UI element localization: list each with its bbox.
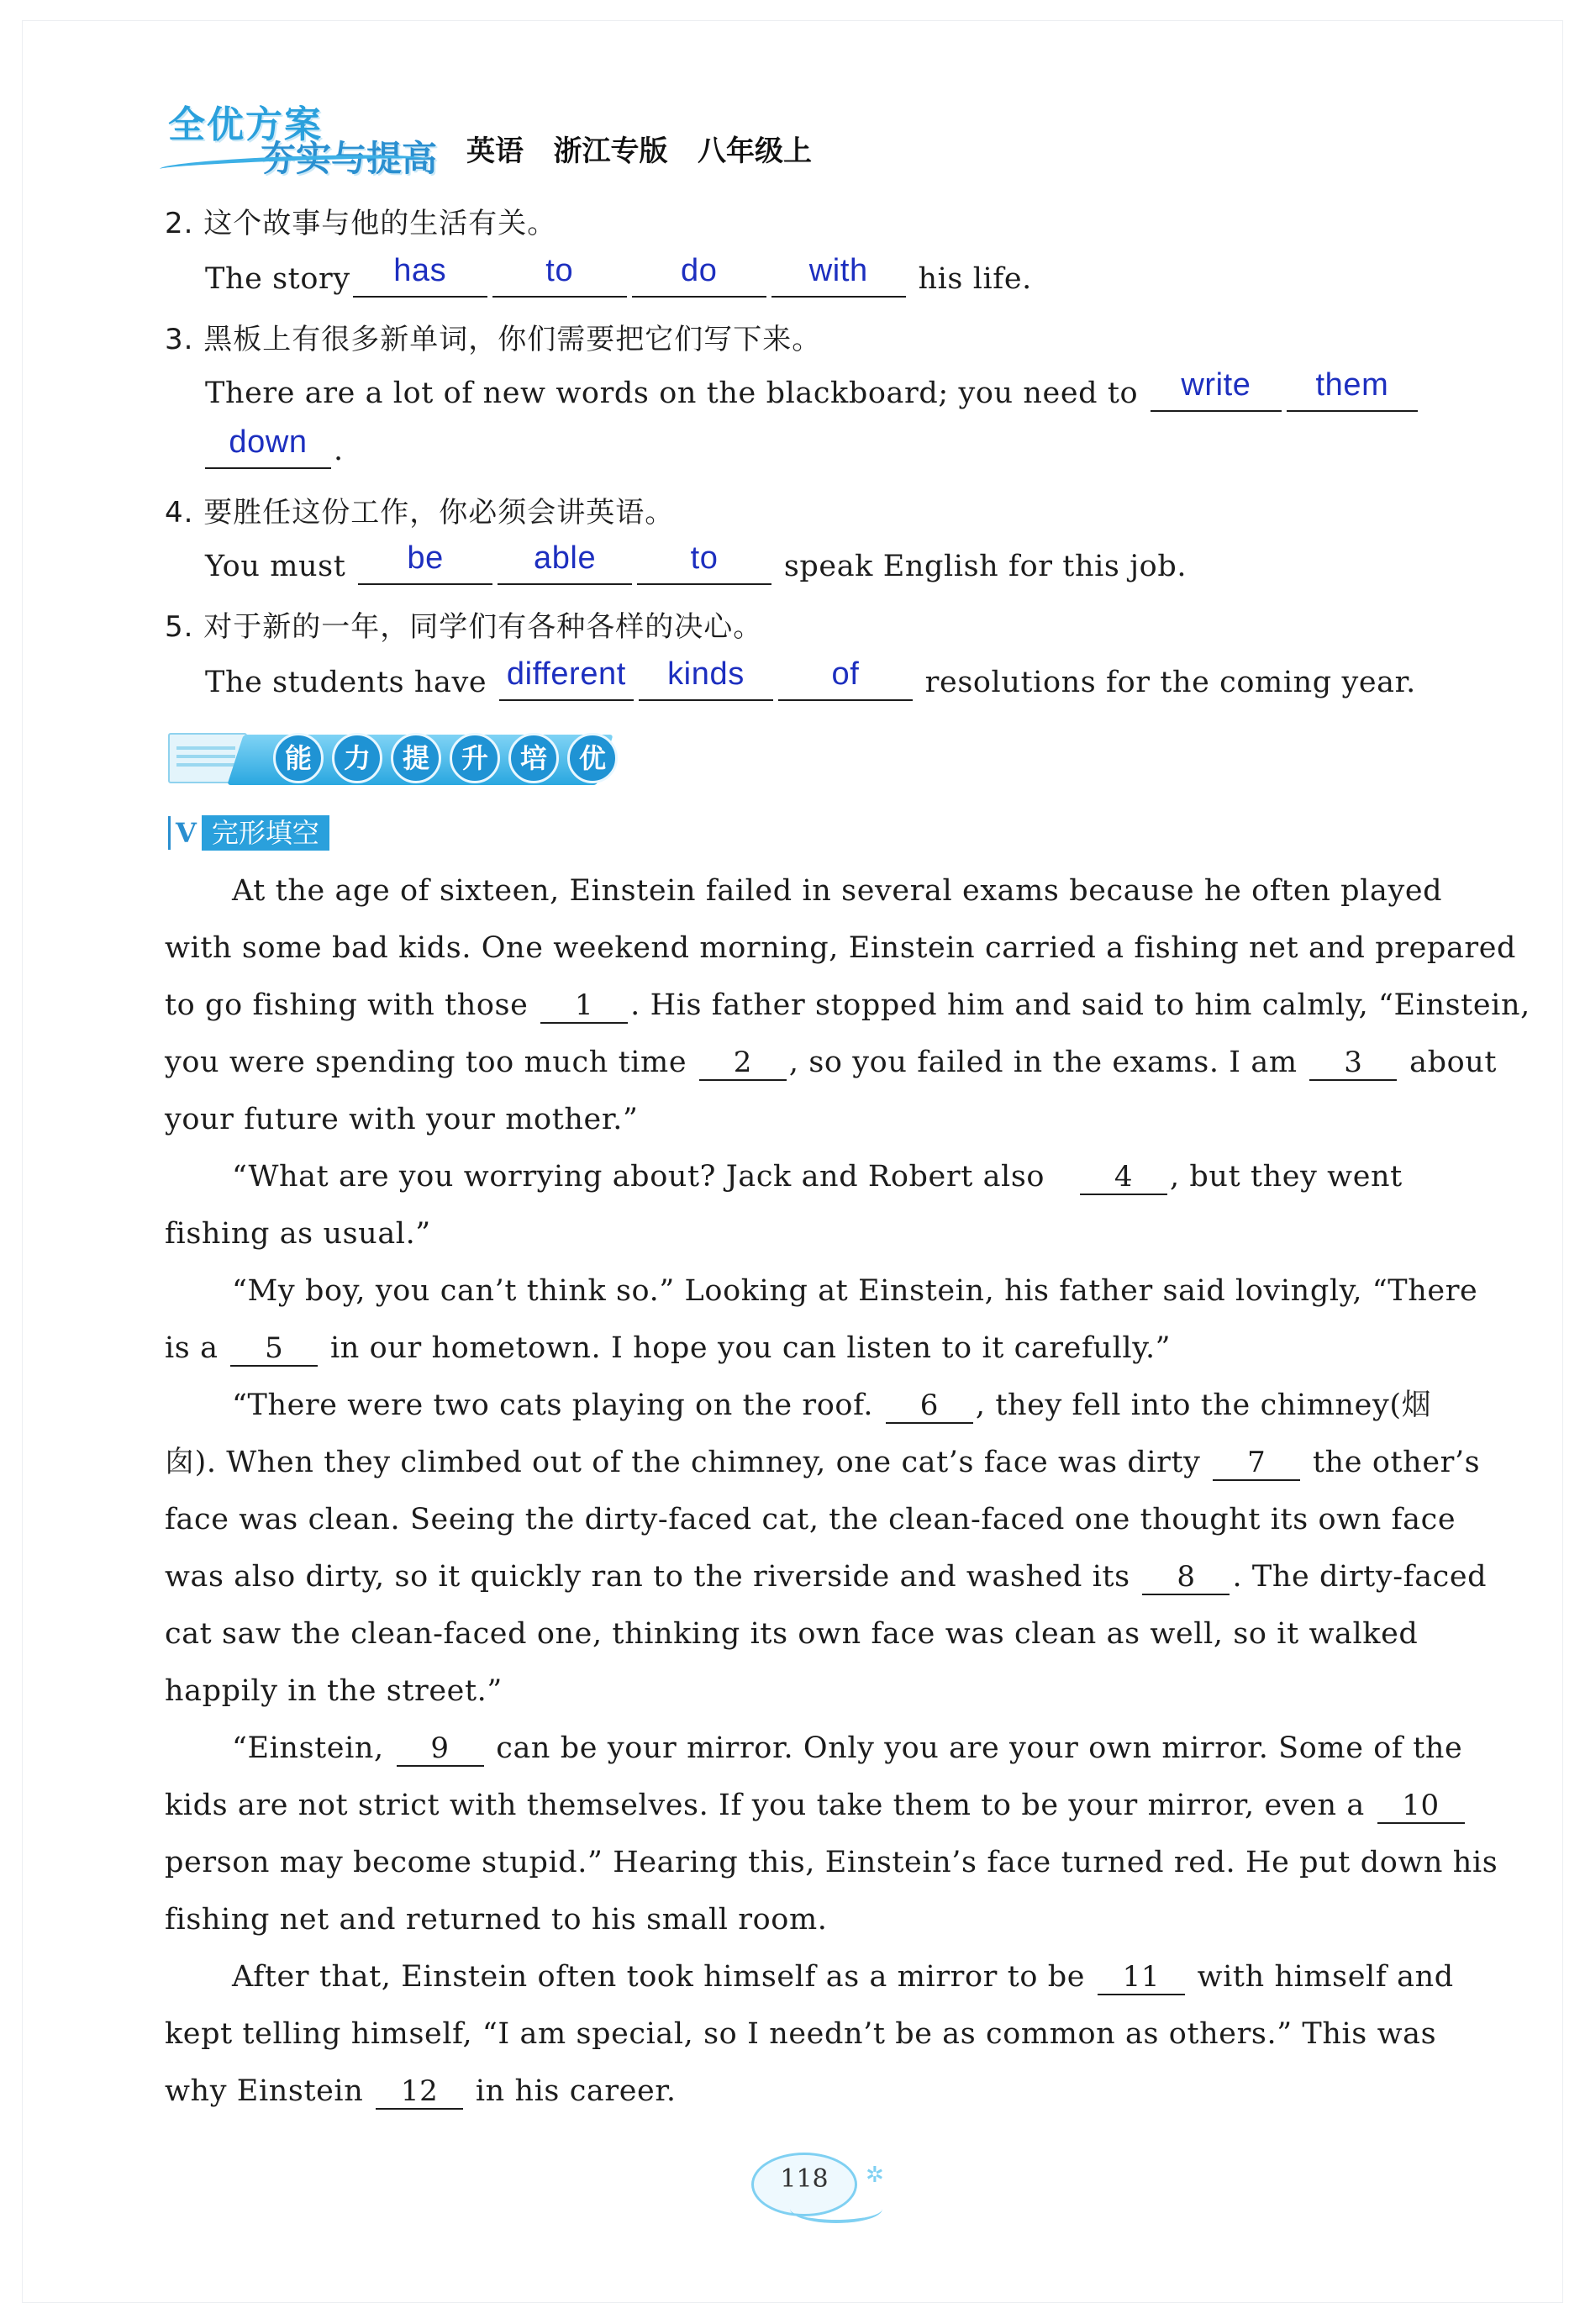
answer-blank [637,540,771,585]
blank-number: 11 [1122,1960,1161,1994]
logo-subtitle: 夯实与提高 [261,138,438,179]
passage-text: kids are not strict with themselves. If you take them to be your mirror, even a [165,1789,1375,1822]
passage-line [232,1387,1432,1424]
exercise-5-english [205,656,1416,701]
passage-line [165,1101,639,1138]
passage-line [165,1444,1481,1481]
passage-text: why Einstein [165,2074,374,2108]
passage-line [165,1558,1488,1595]
passage-line [165,1844,1498,1881]
passage-text: kept telling himself, “I am special, so I needn’t be as common as others.” This was [165,2017,1437,2051]
page-footer [740,2147,908,2223]
answer-text: do [681,253,718,288]
exercise-2-text-before: The story [205,262,350,296]
exercise-4-english [205,540,1187,585]
answer-text: be [407,540,444,576]
cloze-blank-10 [1377,1789,1465,1824]
passage-line [165,2073,677,2110]
passage-line [232,1730,1463,1767]
decorative-swirl [790,2195,882,2223]
banner-char: 力 [332,733,382,783]
exercise-5-text-before: The students have [205,666,487,699]
answer-text: different [506,656,626,692]
passage-text: about [1399,1046,1498,1079]
cloze-blank-3 [1309,1046,1397,1081]
cloze-blank-1 [540,988,628,1024]
passage-line [165,2016,1437,2053]
passage-text: , but they went [1169,1160,1403,1194]
cloze-blank-11 [1098,1960,1185,1995]
answer-blank [358,540,492,585]
exercise-3-chinese: 3. 黑板上有很多新单词，你们需要把它们写下来。 [165,323,822,356]
blank-number: 10 [1402,1789,1440,1822]
answer-text: able [533,540,597,576]
passage-text: you were spending too much time [165,1046,697,1079]
passage-line [165,1787,1440,1824]
cloze-blank-8 [1142,1560,1230,1595]
passage-text: with himself and [1187,1960,1454,1994]
answer-blank [1151,367,1282,412]
exercise-2-text-after: his life. [918,262,1032,296]
cloze-blank-5 [230,1331,318,1367]
passage-text: , so you failed in the exams. I am [788,1046,1308,1079]
passage-text: can be your mirror. Only you are your own mirror. Some of the [486,1731,1463,1765]
exercise-4-chinese: 4. 要胜任这份工作，你必须会讲英语。 [165,496,675,530]
passage-text: fishing as usual.” [165,1217,431,1251]
passage-text: person may become stupid.” Hearing this, Einstein’s face turned red. He put down his [165,1846,1498,1879]
passage-text: “What are you worrying about? Jack and Robert also [232,1160,1055,1194]
answer-blank [499,656,634,701]
page-number: 118 [780,2164,829,2194]
blank-number: 8 [1177,1560,1196,1594]
cloze-blank-4 [1080,1160,1167,1195]
answer-text: has [393,253,447,288]
exercise-3-english-cont [205,424,344,469]
passage-text: your future with your mother.” [165,1103,639,1136]
answer-text: of [831,656,860,692]
cloze-blank-12 [376,2074,463,2110]
section-banner [168,725,605,792]
answer-text: kinds [667,656,745,692]
passage-line [165,1673,503,1710]
banner-char: 培 [508,733,559,783]
passage-text: “My boy, you can’t think so.” Looking at Einstein, his father said lovingly, “There [232,1274,1478,1308]
passage-text: was also dirty, so it quickly ran to the riverside and washed its [165,1560,1140,1594]
passage-text: After that, Einstein often took himself as a mirror to be [232,1960,1095,1994]
passage-text: cat saw the clean-faced one, thinking its own face was clean as well, so it walked [165,1617,1419,1651]
banner-char: 升 [450,733,500,783]
blank-number: 3 [1344,1046,1363,1079]
exercise-3-english [205,367,1420,412]
cloze-heading [168,814,329,852]
answer-text: to [690,540,719,576]
answer-blank [492,253,627,298]
exercise-4-text-after: speak English for this job. [783,550,1187,583]
answer-blank [353,253,487,298]
banner-char: 能 [273,733,324,783]
cloze-blank-7 [1213,1446,1300,1481]
blank-number: 5 [265,1331,284,1365]
passage-text: in his career. [466,2074,677,2108]
passage-text: “Einstein, [232,1731,394,1765]
passage-line [232,1958,1454,1995]
passage-line [165,1615,1425,1652]
passage-text: , they fell into the chimney(烟 [975,1389,1432,1422]
blank-number: 9 [430,1731,450,1765]
answer-text: down [229,424,308,460]
cloze-blank-2 [699,1046,787,1081]
passage-text: is a [165,1331,229,1365]
blank-number: 2 [733,1046,752,1079]
passage-line [165,1215,431,1252]
page-header [160,91,1000,183]
exercise-3-text-before: There are a lot of new words on the blackboard; you need to [205,377,1139,410]
sparkle-icon: ✲ [866,2163,884,2188]
exercise-2-english [205,253,1032,298]
passage-text: 囱). When they climbed out of the chimney, one cat’s face was dirty [165,1446,1211,1479]
exercise-5-text-after: resolutions for the coming year. [924,666,1416,699]
passage-text: “There were two cats playing on the roof. [232,1389,883,1422]
passage-line [165,987,1530,1024]
section-number: V [168,816,202,850]
blank-number: 12 [400,2074,439,2108]
header-title: 英语 浙江专版 八年级上 [466,134,813,168]
passage-line [165,1044,1498,1081]
answer-blank [498,540,632,585]
answer-text: them [1315,367,1389,403]
passage-text: with some bad kids. One weekend morning, Einstein carried a fishing net and prepared [165,931,1517,965]
passage-line [232,1273,1478,1310]
banner-title [273,733,618,783]
blank-number: 1 [575,988,594,1022]
passage-text: happily in the street.” [165,1674,503,1708]
answer-blank [1287,367,1418,412]
passage-text: to go fishing with those [165,988,539,1022]
exercise-5-chinese: 5. 对于新的一年，同学们有各种各样的决心。 [165,610,763,644]
passage-line [165,1501,1456,1538]
answer-blank [205,424,331,469]
blank-number: 7 [1247,1446,1266,1479]
answer-blank [778,656,913,701]
exercise-3-text-after: . [334,434,344,467]
passage-text: fishing net and returned to his small room. [165,1903,828,1937]
exercise-4-text-before: You must [205,550,346,583]
blank-number: 4 [1114,1160,1134,1194]
passage-line [165,930,1517,967]
answer-text: with [808,253,868,288]
blank-number: 6 [919,1389,939,1422]
passage-text: At the age of sixteen, Einstein failed in several exams because he often played [232,874,1443,908]
passage-text: in our hometown. I hope you can listen to it carefully.” [320,1331,1172,1365]
passage-text: . The dirty-faced [1232,1560,1488,1594]
banner-char: 提 [391,733,441,783]
passage-text: face was clean. Seeing the dirty-faced cat, the clean-faced one thought its own face [165,1503,1456,1536]
passage-line [165,1330,1171,1367]
passage-line [232,872,1443,909]
passage-line [232,1158,1425,1195]
answer-text: to [545,253,574,288]
answer-blank [632,253,766,298]
passage-line [165,1901,827,1938]
logo-title: 全优方案 [168,103,323,146]
banner-char: 优 [567,733,618,783]
answer-blank [771,253,906,298]
cloze-blank-9 [397,1731,484,1767]
passage-text: . His father stopped him and said to him calmly, “Einstein, [630,988,1530,1022]
section-label: 完形填空 [202,815,329,851]
answer-blank [639,656,773,701]
cloze-blank-6 [886,1389,973,1424]
exercise-2-chinese: 2. 这个故事与他的生活有关。 [165,207,557,240]
answer-text: write [1181,367,1251,403]
passage-text: the other’s [1303,1446,1481,1479]
book-logo [160,91,438,179]
